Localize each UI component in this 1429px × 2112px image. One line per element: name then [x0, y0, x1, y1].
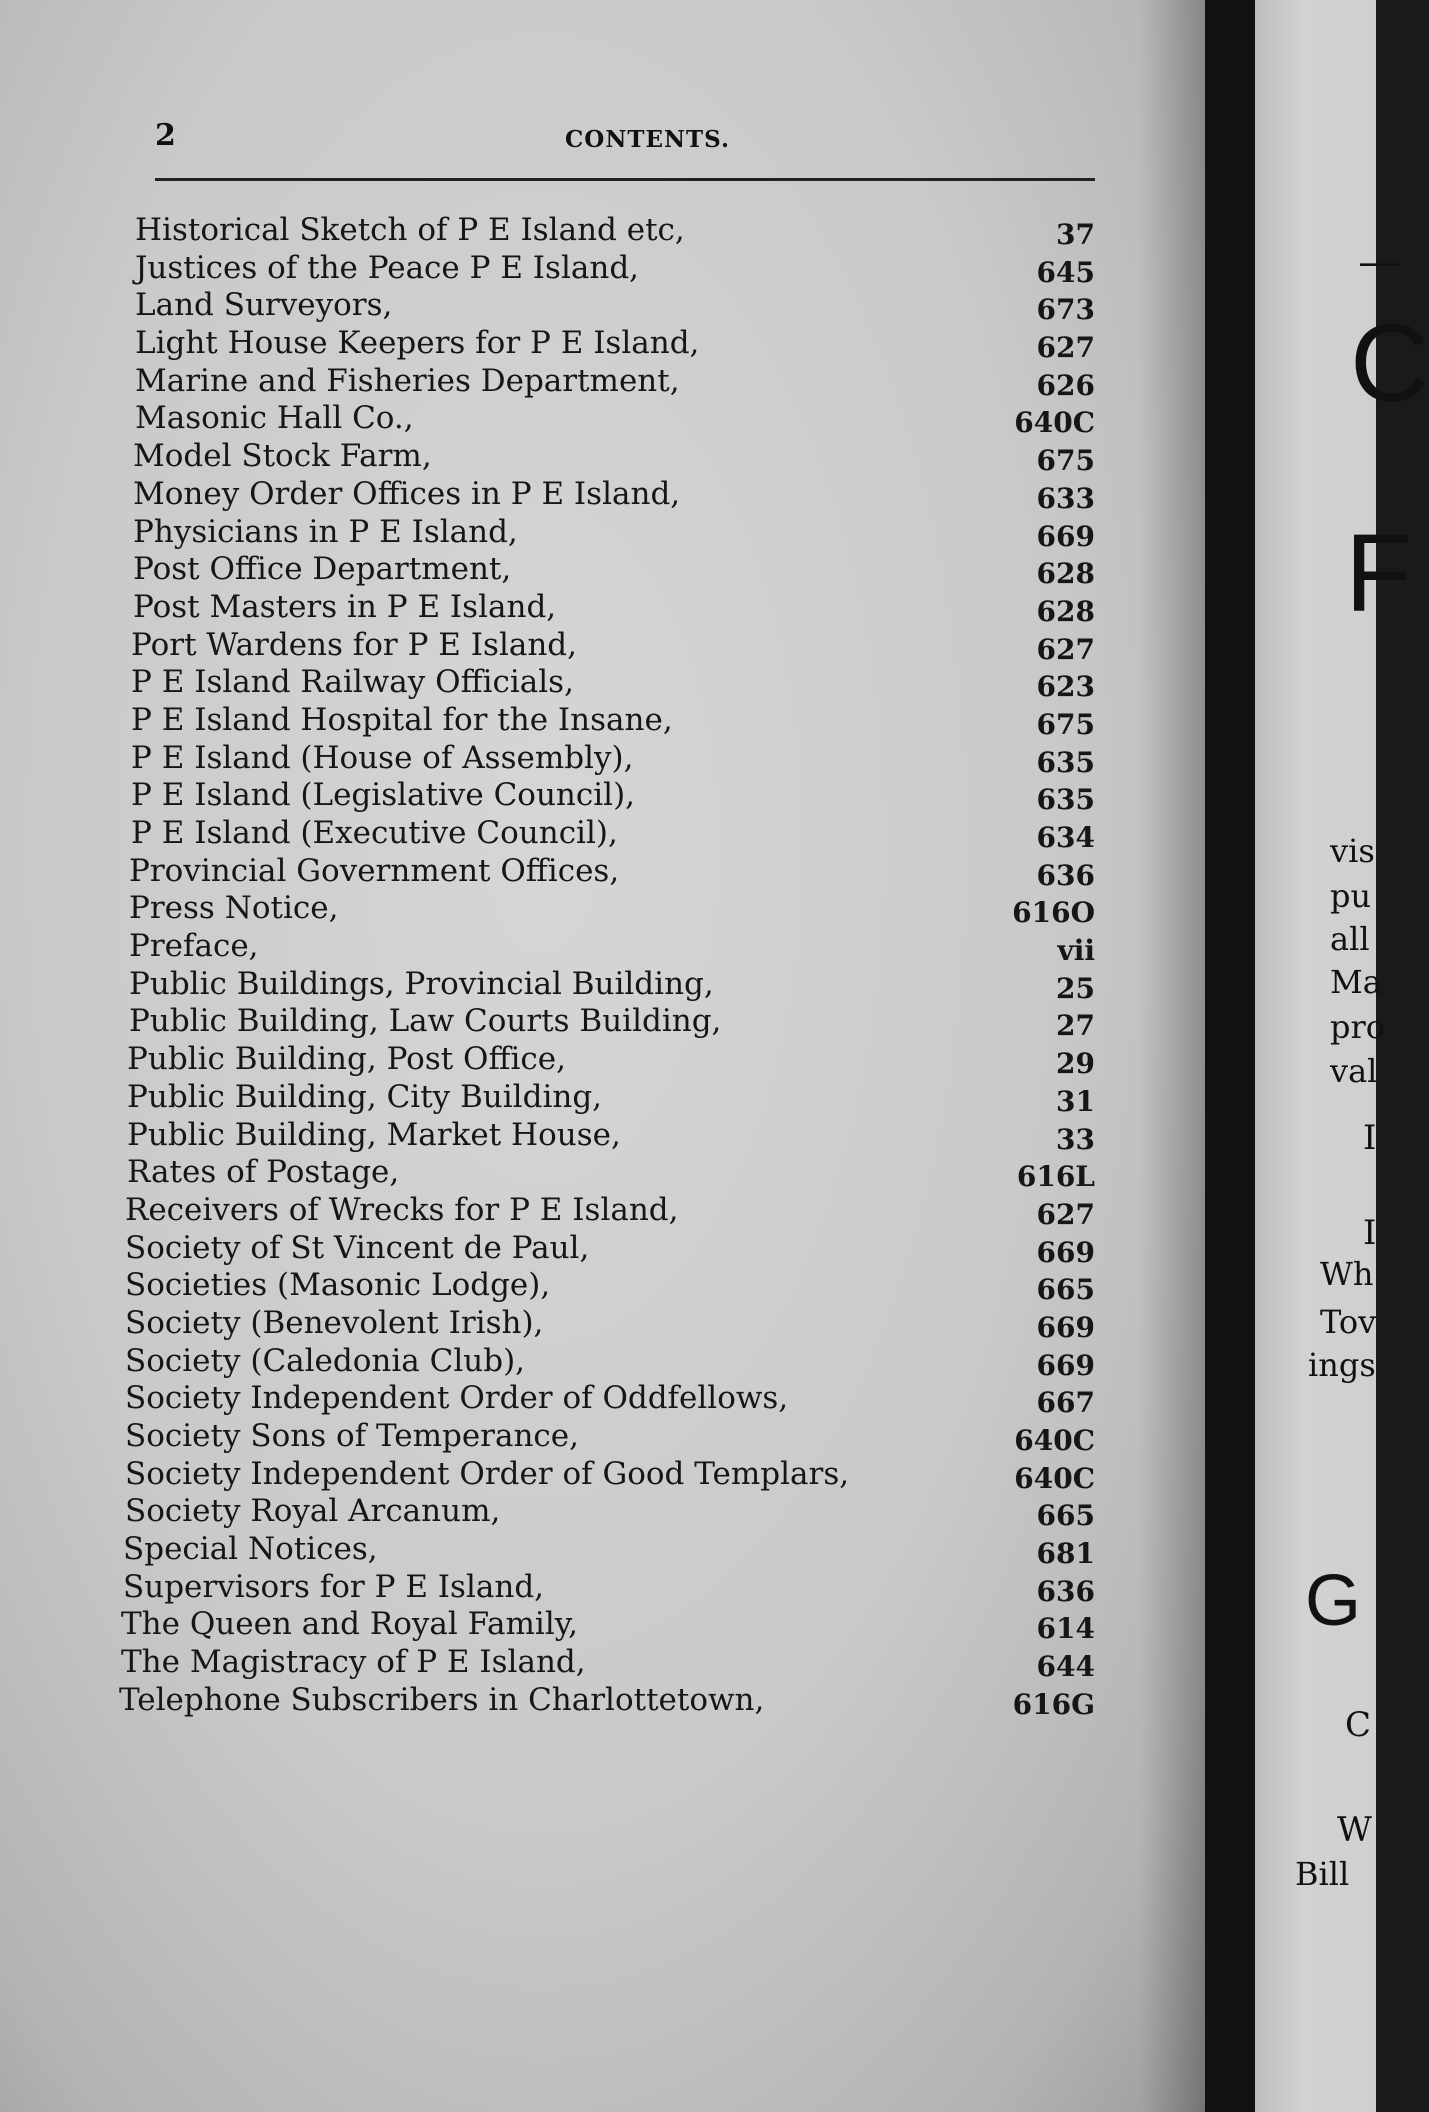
entry-page-number: 636 [1036, 1574, 1095, 1608]
book-spine [1205, 0, 1255, 2112]
entry-page-number: 27 [1056, 1009, 1095, 1043]
entry-page-number: 669 [1036, 519, 1095, 553]
entry-label: Model Stock Farm, [133, 438, 432, 475]
page-edge-shadow [1140, 0, 1205, 2112]
entry-page-number: 627 [1036, 331, 1095, 365]
contents-entry [131, 627, 1095, 665]
entry-page-number: 626 [1036, 368, 1095, 402]
entry-page-number: 673 [1036, 293, 1095, 327]
facing-page [1255, 0, 1429, 2112]
entry-page-number: 33 [1056, 1122, 1095, 1156]
facing-fragment: G [1305, 1561, 1362, 1641]
entry-label: Society of St Vincent de Paul, [125, 1229, 590, 1266]
facing-fragment: I [1363, 1118, 1377, 1158]
contents-entry [135, 400, 1095, 438]
facing-fragment: Tov [1320, 1303, 1377, 1341]
contents-entry [125, 1192, 1095, 1230]
entry-page-number: 644 [1036, 1650, 1095, 1684]
contents-entry [125, 1230, 1095, 1268]
entry-page-number: 675 [1036, 707, 1095, 741]
facing-fragment: all [1330, 920, 1370, 958]
contents-entry [135, 363, 1095, 401]
contents-entry [131, 815, 1095, 853]
contents-entry [129, 928, 1095, 966]
contents-list [119, 212, 1095, 1721]
contents-entry [129, 853, 1095, 891]
entry-page-number: 29 [1056, 1047, 1095, 1081]
facing-fragment: I [1363, 1213, 1377, 1253]
facing-fragment: Bill [1295, 1855, 1350, 1893]
entry-page-number: 645 [1036, 255, 1095, 289]
contents-entry [121, 1606, 1095, 1644]
facing-fragment: — [1360, 240, 1400, 284]
entry-label: Port Wardens for P E Island, [131, 626, 578, 663]
entry-page-number: 37 [1056, 218, 1095, 251]
facing-fragment: W [1337, 1810, 1372, 1850]
entry-label: Press Notice, [129, 890, 339, 927]
contents-entry [133, 514, 1095, 552]
contents-entry [125, 1456, 1095, 1494]
entry-label: Public Buildings, Provincial Building, [129, 965, 714, 1002]
entry-label: Supervisors for P E Island, [123, 1568, 545, 1605]
entry-page-number: 634 [1036, 821, 1095, 854]
contents-entry [127, 1041, 1095, 1079]
entry-page-number: 627 [1036, 1197, 1095, 1231]
page-number: 2 [155, 118, 176, 153]
entry-label: Public Building, Market House, [127, 1116, 621, 1153]
entry-label: Public Building, City Building, [127, 1078, 603, 1115]
contents-entry [133, 589, 1095, 627]
entry-label: Light House Keepers for P E Island, [135, 325, 700, 362]
entry-label: P E Island (House of Assembly), [131, 739, 634, 776]
entry-page-number: 675 [1036, 444, 1095, 478]
contents-entry [129, 890, 1095, 928]
contents-entry [129, 1003, 1095, 1041]
entry-page-number: 640C [1014, 1424, 1095, 1457]
entry-label: P E Island Railway Officials, [131, 664, 574, 701]
contents-entry [123, 1531, 1095, 1569]
entry-label: Special Notices, [123, 1531, 378, 1568]
entry-page-number: 665 [1036, 1273, 1095, 1307]
contents-entry [119, 1682, 1095, 1720]
entry-page-number: 614 [1036, 1612, 1095, 1646]
entry-label: P E Island (Executive Council), [131, 815, 618, 851]
entry-page-number: 623 [1036, 670, 1095, 704]
entry-page-number: 640C [1014, 1461, 1095, 1495]
entry-page-number: 636 [1036, 858, 1095, 892]
entry-label: Telephone Subscribers in Charlottetown, [119, 1681, 765, 1718]
entry-page-number: 628 [1036, 594, 1095, 628]
entry-label: Post Masters in P E Island, [133, 588, 557, 625]
entry-label: Physicians in P E Island, [133, 513, 518, 550]
contents-entry [131, 702, 1095, 740]
contents-entry [133, 438, 1095, 476]
facing-fragment: Ma [1330, 963, 1382, 1001]
entry-page-number: 616G [1012, 1687, 1095, 1721]
entry-label: P E Island (Legislative Council), [131, 777, 636, 814]
contents-entry [127, 1079, 1095, 1117]
entry-label: Society Sons of Temperance, [125, 1418, 579, 1454]
contents-entry [135, 212, 1095, 250]
contents-entry [131, 664, 1095, 702]
entry-label: Provincial Government Offices, [129, 852, 620, 889]
contents-entry [131, 740, 1095, 778]
entry-label: Society Royal Arcanum, [125, 1493, 501, 1530]
contents-entry [125, 1493, 1095, 1531]
contents-entry [125, 1418, 1095, 1456]
entry-page-number: 681 [1036, 1537, 1095, 1571]
facing-fragment: ings [1308, 1346, 1376, 1384]
contents-entry [133, 476, 1095, 514]
facing-fragment: F [1345, 512, 1413, 635]
entry-label: Public Building, Post Office, [127, 1041, 566, 1078]
entry-label: Societies (Masonic Lodge), [125, 1267, 551, 1304]
contents-entry [129, 966, 1095, 1004]
contents-entry [133, 551, 1095, 589]
entry-label: Land Surveyors, [135, 287, 393, 324]
entry-label: P E Island Hospital for the Insane, [131, 701, 673, 738]
page-title: CONTENTS. [565, 126, 730, 153]
facing-fragment: val [1330, 1052, 1378, 1090]
entry-label: Society Independent Order of Good Templars, [125, 1455, 850, 1492]
entry-page-number: 627 [1036, 632, 1095, 666]
facing-fragment: vis [1330, 832, 1375, 870]
entry-page-number: 669 [1036, 1235, 1095, 1269]
entry-label: Masonic Hall Co., [135, 400, 414, 437]
entry-label: The Queen and Royal Family, [121, 1606, 579, 1643]
entry-page-number: 616O [1012, 896, 1095, 930]
facing-fragment: pro [1330, 1008, 1386, 1046]
contents-entry [135, 250, 1095, 288]
contents-entry [135, 287, 1095, 325]
entry-label: Society (Benevolent Irish), [125, 1304, 544, 1341]
contents-entry [123, 1569, 1095, 1607]
entry-page-number: 635 [1036, 783, 1095, 817]
entry-page-number: 628 [1036, 557, 1095, 591]
facing-fragment: C [1350, 302, 1429, 425]
facing-fragment: C [1345, 1705, 1372, 1745]
contents-entry [125, 1305, 1095, 1343]
contents-entry [125, 1267, 1095, 1305]
header-rule [155, 178, 1095, 181]
contents-entry [121, 1644, 1095, 1682]
entry-page-number: 667 [1036, 1386, 1095, 1420]
entry-label: Rates of Postage, [127, 1154, 400, 1191]
entry-page-number: 635 [1036, 745, 1095, 779]
entry-page-number: 31 [1056, 1084, 1095, 1118]
facing-fragment: pu [1330, 877, 1372, 915]
entry-label: Justices of the Peace P E Island, [135, 249, 640, 286]
entry-label: The Magistracy of P E Island, [121, 1644, 586, 1681]
page-header [155, 118, 1095, 162]
contents-entry [135, 325, 1095, 363]
entry-label: Public Building, Law Courts Building, [129, 1003, 722, 1040]
entry-label: Post Office Department, [133, 551, 512, 588]
entry-label: Money Order Offices in P E Island, [133, 475, 681, 512]
entry-page-number: 25 [1056, 971, 1095, 1005]
entry-label: Preface, [129, 928, 259, 965]
entry-page-number: 616L [1016, 1160, 1095, 1194]
contents-entry [127, 1154, 1095, 1192]
contents-entry [127, 1117, 1095, 1155]
facing-fragment: Wh [1320, 1255, 1374, 1293]
contents-entry [131, 777, 1095, 815]
entry-label: Marine and Fisheries Department, [135, 362, 680, 399]
contents-entry [125, 1380, 1095, 1418]
entry-label: Society (Caledonia Club), [125, 1342, 526, 1379]
entry-label: Receivers of Wrecks for P E Island, [125, 1191, 679, 1228]
entry-page-number: 665 [1036, 1499, 1095, 1533]
entry-label: Society Independent Order of Oddfellows, [125, 1380, 789, 1417]
entry-page-number: 633 [1036, 481, 1095, 515]
entry-label: Historical Sketch of P E Island etc, [135, 212, 685, 248]
entry-page-number: 669 [1036, 1310, 1095, 1344]
contents-entry [125, 1343, 1095, 1381]
entry-page-number: 669 [1036, 1348, 1095, 1382]
entry-page-number: vii [1057, 934, 1095, 968]
entry-page-number: 640C [1014, 406, 1095, 440]
